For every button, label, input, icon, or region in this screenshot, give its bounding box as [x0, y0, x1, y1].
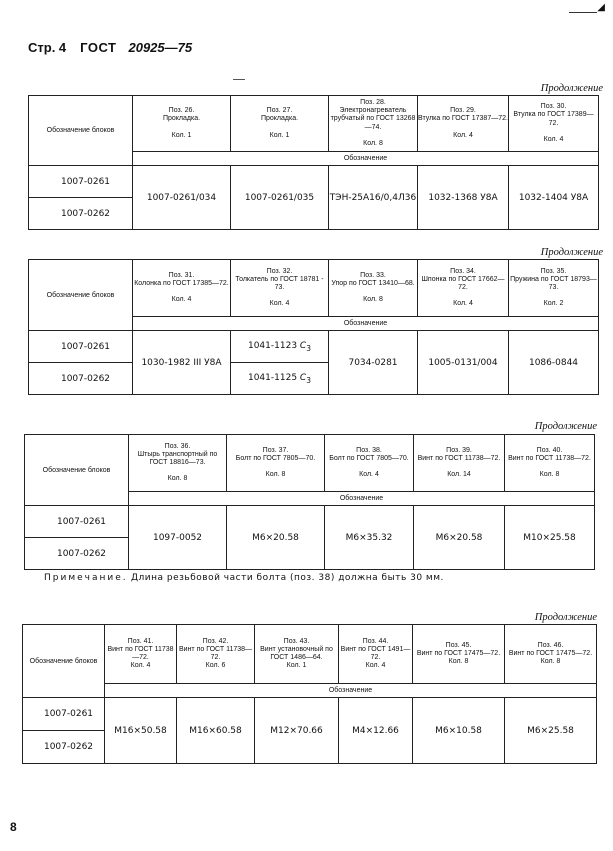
- column-header: Поз. 26. Прокладка. Кол. 1: [133, 96, 231, 152]
- column-header: Поз. 37. Болт по ГОСТ 7805—70. Кол. 8: [227, 435, 325, 492]
- row-block-label: 1007-0261: [29, 331, 133, 363]
- column-header: Поз. 43. Винт установочный по ГОСТ 1486—64. Кол. 1: [255, 625, 339, 684]
- continuation-label: Продолжение: [540, 247, 603, 258]
- table-cell: M6×20.58: [414, 506, 505, 570]
- table-cell: M6×20.58: [227, 506, 325, 570]
- table-cell: M16×60.58: [177, 698, 255, 764]
- designation-header: Обозначение: [133, 152, 599, 166]
- table-cell: M6×25.58: [505, 698, 597, 764]
- column-header: Поз. 31. Колонка по ГОСТ 17385—72. Кол. 4: [133, 260, 231, 317]
- standard-number: 20925—75: [128, 40, 193, 55]
- row-block-label: 1007-0261: [23, 698, 105, 731]
- table-cell: M6×35.32: [325, 506, 414, 570]
- block-header: Обозначение блоков: [23, 625, 105, 698]
- spec-table-4: [22, 624, 597, 764]
- column-header: Поз. 36. Штырь транспортный по ГОСТ 18816—73. Кол. 8: [129, 435, 227, 492]
- column-header: Поз. 30. Втулка по ГОСТ 17389—72. Кол. 4: [509, 96, 599, 152]
- row-block-label: 1007-0261: [25, 506, 129, 538]
- table-cell: 1032-1368 У8А: [418, 166, 509, 230]
- column-header: Поз. 46. Винт по ГОСТ 17475—72. Кол. 8: [505, 625, 597, 684]
- table-cell: M6×10.58: [413, 698, 505, 764]
- column-header: Поз. 38. Болт по ГОСТ 7805—70. Кол. 4: [325, 435, 414, 492]
- row-block-label: 1007-0262: [29, 363, 133, 395]
- column-header: Поз. 32. Толкатель по ГОСТ 18781 - 73. Кол. 4: [231, 260, 329, 317]
- table-cell: 1041-1125 $С_3$: [231, 363, 329, 395]
- spec-table-1: [28, 95, 599, 230]
- page-label: Стр. 4: [28, 40, 67, 55]
- table-cell: 1007-0261/035: [231, 166, 329, 230]
- column-header: Поз. 28. Электронагреватель трубчатый по ГОСТ 13268—74. Кол. 8: [329, 96, 418, 152]
- continuation-label: Продолжение: [540, 83, 603, 94]
- column-header: Поз. 41. Винт по ГОСТ 11738—72. Кол. 4: [105, 625, 177, 684]
- table-cell: M4×12.66: [339, 698, 413, 764]
- table-cell: M12×70.66: [255, 698, 339, 764]
- row-block-label: 1007-0262: [25, 538, 129, 570]
- table-cell: M10×25.58: [505, 506, 595, 570]
- row-block-label: 1007-0262: [23, 731, 105, 764]
- column-header: Поз. 42. Винт по ГОСТ 11738—72. Кол. 6: [177, 625, 255, 684]
- column-header: Поз. 40. Винт по ГОСТ 11738—72. Кол. 8: [505, 435, 595, 492]
- page-header: [28, 40, 192, 55]
- table-cell: 1030-1982 III У8А: [133, 331, 231, 395]
- table-cell: 1041-1123 $С_3$: [231, 331, 329, 363]
- table-cell: 1097-0052: [129, 506, 227, 570]
- block-header: Обозначение блоков: [29, 96, 133, 166]
- column-header: Поз. 29. Втулка по ГОСТ 17387—72. Кол. 4: [418, 96, 509, 152]
- table-cell: 1032-1404 У8А: [509, 166, 599, 230]
- column-header: Поз. 27. Прокладка. Кол. 1: [231, 96, 329, 152]
- note-label: Примечание.: [44, 573, 128, 583]
- designation-header: Обозначение: [133, 317, 599, 331]
- table-cell: 1086-0844: [509, 331, 599, 395]
- block-header: Обозначение блоков: [25, 435, 129, 506]
- column-header: Поз. 34. Шпонка по ГОСТ 17662—72. Кол. 4: [418, 260, 509, 317]
- column-header: Поз. 33. Упор по ГОСТ 13410—68. Кол. 8: [329, 260, 418, 317]
- designation-header: Обозначение: [105, 684, 597, 698]
- column-header: Поз. 44. Винт по ГОСТ 1491—72. Кол. 4: [339, 625, 413, 684]
- block-header: Обозначение блоков: [29, 260, 133, 331]
- table-cell: 1007-0261/034: [133, 166, 231, 230]
- page-number: 8: [10, 820, 17, 834]
- table-cell: M16×50.58: [105, 698, 177, 764]
- spec-table-3: [24, 434, 595, 570]
- corner-rule: [569, 12, 597, 13]
- divider: [233, 79, 245, 80]
- column-header: Поз. 39. Винт по ГОСТ 11738—72. Кол. 14: [414, 435, 505, 492]
- row-block-label: 1007-0261: [29, 166, 133, 198]
- column-header: Поз. 35. Пружина по ГОСТ 18793—73. Кол. 2: [509, 260, 599, 317]
- table-cell: 1005-0131/004: [418, 331, 509, 395]
- spec-table-2: [28, 259, 599, 395]
- note: [44, 573, 444, 583]
- table-cell: ТЭН-25А16/0,4Л36: [329, 166, 418, 230]
- standard-label: ГОСТ: [80, 40, 117, 55]
- designation-header: Обозначение: [129, 492, 595, 506]
- row-block-label: 1007-0262: [29, 198, 133, 230]
- note-text: Длина резьбовой части болта (поз. 38) должна быть 30 мм.: [131, 573, 444, 583]
- corner-mark-icon: ◢: [597, 2, 605, 13]
- continuation-label: Продолжение: [534, 421, 597, 432]
- continuation-label: Продолжение: [534, 612, 597, 623]
- column-header: Поз. 45. Винт по ГОСТ 17475—72. Кол. 8: [413, 625, 505, 684]
- table-cell: 7034-0281: [329, 331, 418, 395]
